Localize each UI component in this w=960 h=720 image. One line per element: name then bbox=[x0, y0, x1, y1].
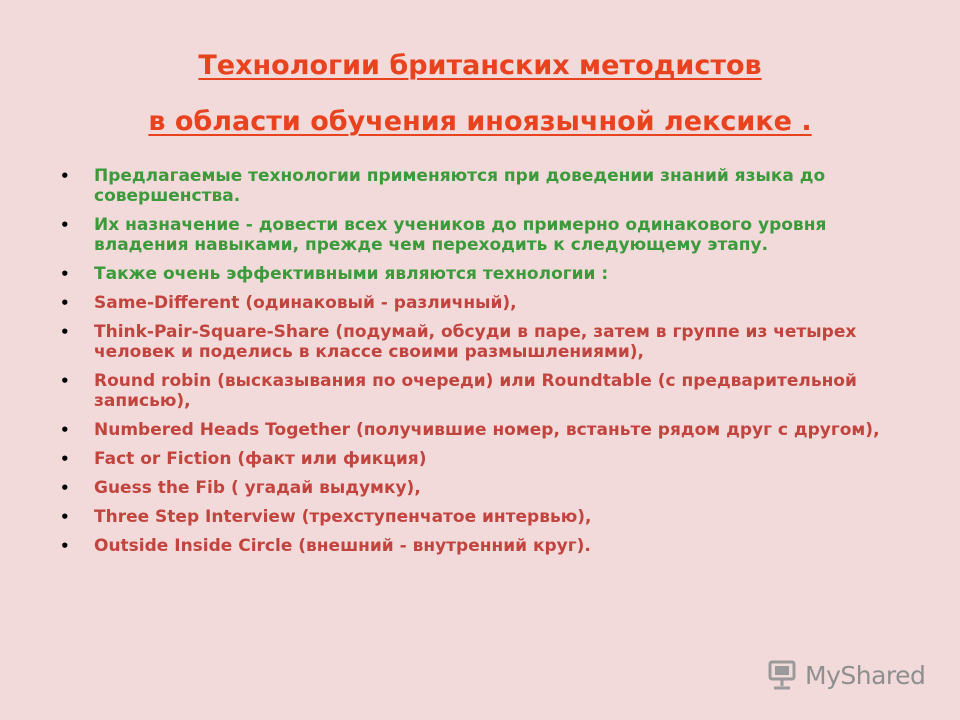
bullet-item bbox=[58, 536, 908, 556]
bullet-text: Их назначение - довести всех учеников до примерно одинакового уровня владения навыками, прежде чем переходить к следующему этапу. bbox=[94, 215, 827, 255]
bullet-item bbox=[58, 478, 908, 498]
bullet-item bbox=[58, 420, 908, 440]
bullet-text: Numbered Heads Together (получившие номер, встаньте рядом друг с другом), bbox=[94, 420, 880, 440]
bullet-text: Fact or Fiction (факт или фикция) bbox=[94, 449, 427, 469]
bullet-list bbox=[58, 166, 908, 565]
bullet-text: Outside Inside Circle (внешний - внутренний круг). bbox=[94, 536, 591, 556]
bullet-text: Round robin (высказывания по очереди) или Roundtable (с предварительной записью), bbox=[94, 371, 857, 411]
bullet-text: Guess the Fib ( угадай выдумку), bbox=[94, 478, 421, 498]
bullet-item bbox=[58, 293, 908, 313]
bullet-dot-icon: • bbox=[60, 265, 70, 283]
bullet-dot-icon: • bbox=[60, 294, 70, 312]
bullet-item bbox=[58, 264, 908, 284]
watermark-text: MyShared bbox=[805, 660, 926, 690]
bullet-dot-icon: • bbox=[60, 479, 70, 497]
bullet-dot-icon: • bbox=[60, 167, 70, 185]
myshared-logo-icon bbox=[765, 659, 799, 691]
bullet-dot-icon: • bbox=[60, 216, 70, 234]
bullet-dot-icon: • bbox=[60, 450, 70, 468]
bullet-item bbox=[58, 322, 908, 362]
bullet-text: Three Step Interview (трехступенчатое интервью), bbox=[94, 507, 592, 527]
bullet-dot-icon: • bbox=[60, 323, 70, 341]
bullet-dot-icon: • bbox=[60, 537, 70, 555]
bullet-item bbox=[58, 166, 908, 206]
bullet-item bbox=[58, 449, 908, 469]
watermark[interactable] bbox=[765, 655, 930, 695]
bullet-dot-icon: • bbox=[60, 508, 70, 526]
bullet-item bbox=[58, 215, 908, 255]
bullet-text: Same-Different (одинаковый - различный), bbox=[94, 293, 517, 313]
slide-title bbox=[0, 38, 960, 150]
bullet-dot-icon: • bbox=[60, 421, 70, 439]
bullet-text: Предлагаемые технологии применяются при доведении знаний языка до совершенства. bbox=[94, 166, 826, 206]
bullet-dot-icon: • bbox=[60, 372, 70, 390]
bullet-item bbox=[58, 507, 908, 527]
bullet-text: Также очень эффективными являются технологии : bbox=[94, 264, 609, 284]
bullet-item bbox=[58, 371, 908, 411]
bullet-text: Think-Pair-Square-Share (подумай, обсуди в паре, затем в группе из четырех человек и поделись в классе своими размышлениями), bbox=[94, 322, 857, 362]
slide-title-line-1: Технологии британских методистов bbox=[198, 50, 762, 81]
slide-title-line-2: в области обучения иноязычной лексике . bbox=[148, 106, 812, 137]
